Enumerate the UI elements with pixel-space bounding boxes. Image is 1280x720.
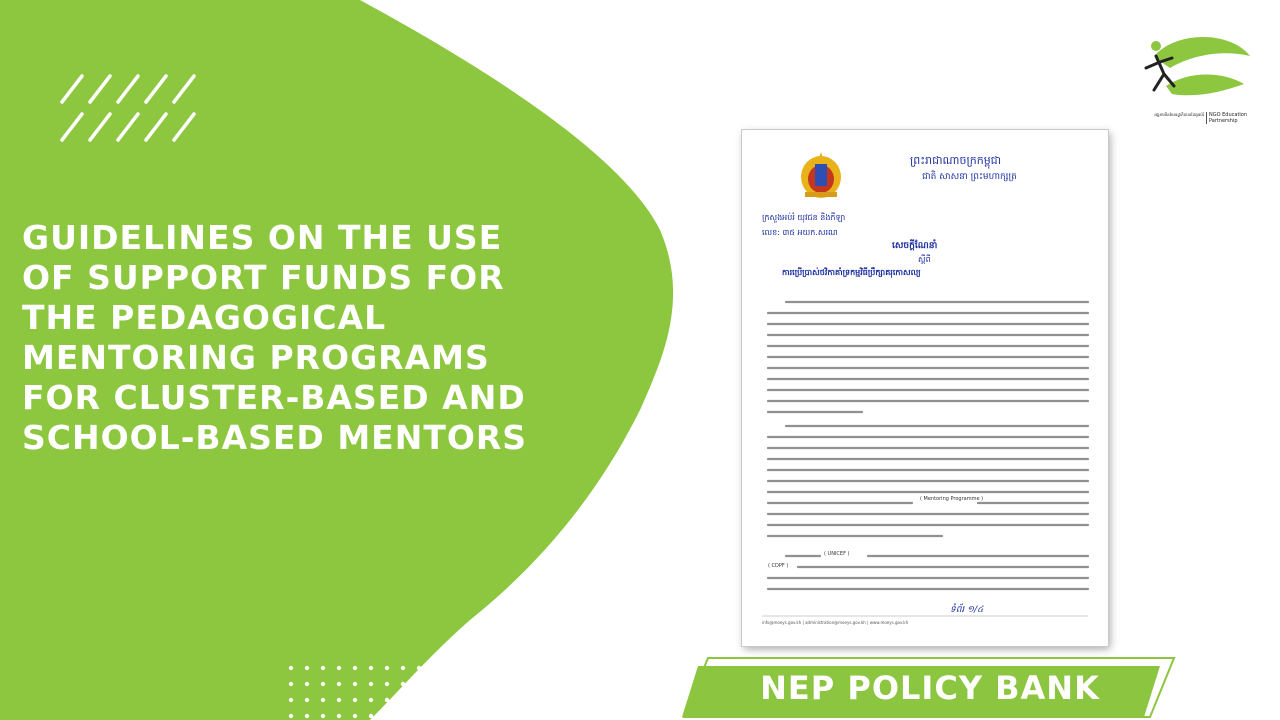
headline-line: OF SUPPORT FUNDS FOR <box>22 258 505 297</box>
document-unicef-note: ( UNICEF ) <box>824 551 850 557</box>
logo-divider <box>1206 112 1207 124</box>
policy-document-preview <box>742 130 1108 646</box>
document-footer: info@moeys.gov.kh | administration@moeys.gov.kh | www.moeys.gov.kh <box>762 620 909 625</box>
slash-decoration <box>60 70 200 150</box>
document-subtitle: ស្តីពី <box>918 255 931 264</box>
headline-line: MENTORING PROGRAMS <box>22 338 490 377</box>
document-page-number: ទំព័រ ១/៤ <box>950 605 984 615</box>
logo-khmer-name: អង្គការមិនមែនរដ្ឋាភិបាលដៃគូអប់រំ <box>1154 112 1204 117</box>
headline-line: GUIDELINES ON THE USE <box>22 218 503 257</box>
headline-line: FOR CLUSTER-BASED AND <box>22 378 526 417</box>
headline-line: THE PEDAGOGICAL <box>22 298 387 337</box>
dots-decoration <box>285 660 465 720</box>
logo-english-name <box>1209 112 1253 124</box>
document-motto: ជាតិ សាសនា ព្រះមហាក្សត្រ <box>922 172 1017 182</box>
document-reference: លេខ: ៣៥ អយក.សរណ <box>762 228 838 237</box>
nep-logo <box>1140 34 1252 134</box>
headline-line: SCHOOL-BASED MENTORS <box>22 418 528 457</box>
document-title: សេចក្តីណែនាំ <box>892 241 938 251</box>
document-mentoring-note: ( Mentoring Programme ) <box>920 496 984 502</box>
document-ministry: ក្រសួងអប់រំ យុវជន និងកីឡា <box>762 213 846 222</box>
document-cdpf-note: ( CDPF ) <box>768 563 789 569</box>
nep-logo-icon <box>1140 34 1252 112</box>
logo-english-line: Partnership <box>1209 118 1238 124</box>
policy-bank-label: NEP POLICY BANK <box>760 669 1100 707</box>
document-kingdom-header: ព្រះរាជាណាចក្រកម្ពុជា <box>910 154 1002 167</box>
document-subject: ការប្រើប្រាស់ថវិកាគាំទ្រកម្មវិធីប្រឹក្សាគរុកោសល្យ <box>782 268 921 277</box>
document-body-text <box>742 130 1108 646</box>
headline <box>22 218 622 458</box>
logo-english-line: NGO Education <box>1209 112 1248 118</box>
